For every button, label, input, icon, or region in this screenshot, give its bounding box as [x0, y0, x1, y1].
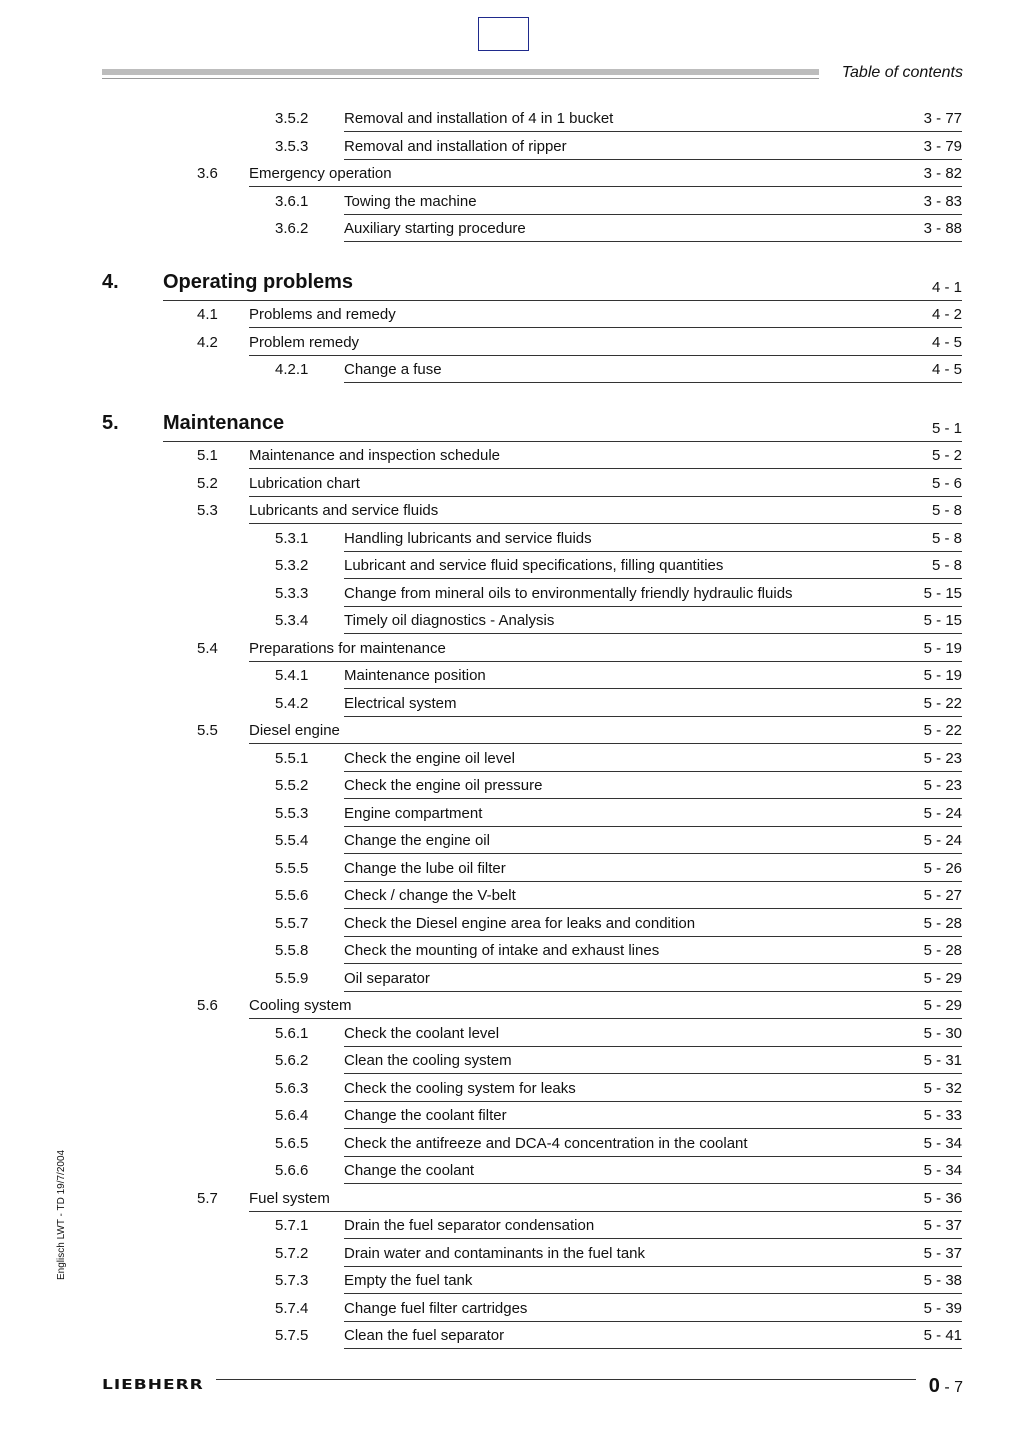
toc-row[interactable] — [0, 802, 1024, 826]
toc-title: Timely oil diagnostics - Analysis — [344, 612, 555, 629]
toc-page: 3 - 77 — [923, 110, 962, 127]
toc-number: 5. — [102, 411, 119, 434]
toc-underline — [344, 606, 962, 607]
toc-underline — [344, 771, 962, 772]
toc-underline — [344, 382, 962, 383]
toc-row[interactable] — [0, 1297, 1024, 1321]
toc-title: Check / change the V-belt — [344, 887, 516, 904]
toc-page: 5 - 28 — [923, 942, 962, 959]
toc-row[interactable] — [0, 719, 1024, 743]
toc-row[interactable] — [0, 554, 1024, 578]
toc-underline — [249, 186, 962, 187]
toc-page: 3 - 83 — [923, 192, 962, 210]
toc-number: 5.7.2 — [275, 1244, 309, 1262]
toc-row[interactable] — [0, 1022, 1024, 1046]
toc-page: 5 - 31 — [923, 1052, 962, 1069]
toc-page: 5 - 15 — [923, 612, 962, 629]
toc-number: 5.4.2 — [275, 694, 309, 712]
toc-underline — [344, 241, 962, 242]
toc-page: 5 - 34 — [923, 1134, 962, 1152]
toc-number: 5.4.1 — [275, 667, 309, 684]
toc-title: Electrical system — [344, 694, 457, 712]
toc-page: 5 - 15 — [923, 584, 962, 602]
footer-rule — [216, 1379, 916, 1380]
toc-number: 5.6 — [197, 997, 218, 1014]
toc-page: 5 - 32 — [923, 1079, 962, 1097]
toc-number: 5.4 — [197, 639, 218, 657]
toc-title: Change the coolant filter — [344, 1107, 507, 1124]
toc-number: 5.5.3 — [275, 804, 309, 822]
toc-page: 3 - 79 — [923, 137, 962, 155]
toc-page: 5 - 8 — [931, 529, 962, 547]
toc-page: 5 - 34 — [923, 1162, 962, 1179]
toc-page: 5 - 8 — [931, 557, 962, 574]
toc-title: Auxiliary starting procedure — [344, 220, 526, 237]
toc-page: 4 - 1 — [931, 278, 962, 296]
toc-title: Oil separator — [344, 969, 430, 987]
toc-row[interactable] — [0, 1159, 1024, 1183]
toc-title: Cooling system — [249, 997, 352, 1014]
toc-underline — [249, 327, 962, 328]
toc-underline — [344, 826, 962, 827]
toc-underline — [249, 1211, 962, 1212]
toc-title: Check the antifreeze and DCA-4 concentration in the coolant — [344, 1134, 748, 1152]
toc-row[interactable] — [0, 664, 1024, 688]
toc-row[interactable] — [0, 303, 1024, 327]
toc-title: Removal and installation of ripper — [344, 137, 567, 155]
toc-underline — [344, 853, 962, 854]
toc-row[interactable] — [0, 1187, 1024, 1211]
toc-page: 3 - 88 — [923, 220, 962, 237]
toc-underline — [344, 963, 962, 964]
toc-page: 5 - 36 — [923, 1189, 962, 1207]
toc-underline — [344, 1073, 962, 1074]
toc-page: 5 - 29 — [923, 997, 962, 1014]
toc-title: Towing the machine — [344, 192, 477, 210]
header-bar — [102, 69, 819, 75]
toc-row[interactable] — [0, 692, 1024, 716]
toc-page: 5 - 37 — [923, 1217, 962, 1234]
toc-number: 4. — [102, 270, 119, 293]
toc-row[interactable] — [0, 857, 1024, 881]
toc-number: 5.5.1 — [275, 749, 309, 767]
toc-page: 5 - 27 — [923, 887, 962, 904]
toc-underline — [344, 1156, 962, 1157]
toc-title: Maintenance — [163, 411, 285, 434]
toc-page: 5 - 1 — [931, 419, 962, 437]
toc-underline — [344, 1101, 962, 1102]
header-rule — [102, 78, 819, 79]
toc-row[interactable] — [0, 994, 1024, 1018]
toc-page: 5 - 22 — [923, 722, 962, 739]
toc-row[interactable] — [0, 331, 1024, 355]
toc-row[interactable] — [0, 1104, 1024, 1128]
toc-number: 3.6 — [197, 165, 218, 182]
toc-row[interactable] — [0, 912, 1024, 936]
toc-page: 4 - 5 — [931, 361, 962, 378]
toc-underline — [344, 1128, 962, 1129]
toc-number: 5.5.7 — [275, 914, 309, 932]
toc-number: 4.2 — [197, 333, 218, 351]
toc-page: 5 - 37 — [923, 1244, 962, 1262]
toc-underline — [249, 468, 962, 469]
toc-number: 5.1 — [197, 447, 218, 464]
toc-title: Check the Diesel engine area for leaks and condition — [344, 914, 696, 932]
toc-underline — [249, 743, 962, 744]
toc-number: 5.3 — [197, 502, 218, 519]
toc-underline — [344, 214, 962, 215]
toc-title: Change the lube oil filter — [344, 859, 506, 877]
toc-underline — [249, 1018, 962, 1019]
toc-page: 5 - 6 — [931, 474, 962, 492]
toc-title: Lubrication chart — [249, 474, 360, 492]
toc-row[interactable] — [0, 829, 1024, 853]
toc-number: 4.2.1 — [275, 361, 309, 378]
toc-number: 5.6.2 — [275, 1052, 309, 1069]
toc-title: Change the engine oil — [344, 832, 490, 849]
toc-title: Diesel engine — [249, 722, 340, 739]
toc-title: Operating problems — [163, 270, 354, 293]
toc-title: Check the engine oil level — [344, 749, 515, 767]
toc-row[interactable] — [0, 1324, 1024, 1348]
toc-number: 5.5.8 — [275, 942, 309, 959]
toc-underline — [344, 688, 962, 689]
toc-page: 5 - 2 — [931, 447, 962, 464]
toc-page: 5 - 29 — [923, 969, 962, 987]
toc-title: Problem remedy — [249, 333, 360, 351]
toc-row[interactable] — [0, 774, 1024, 798]
toc-number: 3.6.2 — [275, 220, 309, 237]
toc-underline — [163, 300, 962, 301]
toc-row[interactable] — [0, 1214, 1024, 1238]
toc-title: Empty the fuel tank — [344, 1272, 473, 1289]
toc-row[interactable] — [0, 444, 1024, 468]
toc-number: 5.7.3 — [275, 1272, 309, 1289]
toc-title: Change the coolant — [344, 1162, 475, 1179]
toc-title: Fuel system — [249, 1189, 330, 1207]
page-number-page: 7 — [954, 1379, 963, 1396]
toc-title: Lubricants and service fluids — [249, 502, 439, 519]
toc-row[interactable] — [0, 135, 1024, 159]
toc-underline — [344, 159, 962, 160]
toc-number: 5.7.5 — [275, 1327, 309, 1344]
toc-number: 5.7.1 — [275, 1217, 309, 1234]
toc-chapter-row[interactable] — [0, 270, 1024, 300]
page-number — [929, 1375, 963, 1398]
toc-number: 5.3.2 — [275, 557, 309, 574]
toc-underline — [344, 1321, 962, 1322]
toc-title: Handling lubricants and service fluids — [344, 529, 592, 547]
toc-underline — [163, 441, 962, 442]
toc-title: Check the coolant level — [344, 1024, 500, 1042]
toc-row[interactable] — [0, 358, 1024, 382]
toc-page: 5 - 22 — [923, 694, 962, 712]
toc-number: 5.6.4 — [275, 1107, 309, 1124]
toc-title: Lubricant and service fluid specifications, filling quantities — [344, 557, 724, 574]
toc-row[interactable] — [0, 967, 1024, 991]
toc-row[interactable] — [0, 1242, 1024, 1266]
toc-title: Clean the cooling system — [344, 1052, 512, 1069]
toc-number: 5.2 — [197, 474, 218, 492]
toc-title: Engine compartment — [344, 804, 483, 822]
toc-page: 5 - 24 — [923, 804, 962, 822]
toc-number: 5.5.9 — [275, 969, 309, 987]
toc-number: 5.5 — [197, 722, 218, 739]
toc-page: 5 - 23 — [923, 749, 962, 767]
toc-row[interactable] — [0, 107, 1024, 131]
toc-number: 3.6.1 — [275, 192, 309, 210]
toc-row[interactable] — [0, 939, 1024, 963]
toc-underline — [249, 355, 962, 356]
toc-page: 5 - 8 — [931, 502, 962, 519]
toc-underline — [249, 523, 962, 524]
toc-underline — [344, 936, 962, 937]
toc-underline — [344, 1348, 962, 1349]
side-note: Englisch LWT - TD 19/7/2004 — [56, 1149, 67, 1280]
toc-page: 5 - 38 — [923, 1272, 962, 1289]
toc-number: 3.5.3 — [275, 137, 309, 155]
toc-number: 5.7.4 — [275, 1299, 309, 1317]
toc-number: 5.5.4 — [275, 832, 309, 849]
toc-page: 5 - 39 — [923, 1299, 962, 1317]
toc-title: Check the engine oil pressure — [344, 777, 543, 794]
toc-title: Check the mounting of intake and exhaust lines — [344, 942, 660, 959]
toc-underline — [344, 131, 962, 132]
toc-page: 5 - 19 — [923, 667, 962, 684]
toc-title: Change fuel filter cartridges — [344, 1299, 528, 1317]
toc-page: 5 - 26 — [923, 859, 962, 877]
toc-title: Problems and remedy — [249, 306, 396, 323]
toc-row[interactable] — [0, 527, 1024, 551]
toc-row[interactable] — [0, 1269, 1024, 1293]
toc-row[interactable] — [0, 609, 1024, 633]
toc-row[interactable] — [0, 472, 1024, 496]
toc-title: Emergency operation — [249, 165, 392, 182]
toc-underline — [249, 661, 962, 662]
toc-row[interactable] — [0, 162, 1024, 186]
toc-row[interactable] — [0, 884, 1024, 908]
toc-number: 5.5.2 — [275, 777, 309, 794]
toc-underline — [344, 633, 962, 634]
toc-page: 5 - 33 — [923, 1107, 962, 1124]
toc-underline — [249, 496, 962, 497]
toc-underline — [344, 1266, 962, 1267]
toc-chapter-row[interactable] — [0, 411, 1024, 441]
toc-title: Clean the fuel separator — [344, 1327, 505, 1344]
toc-underline — [344, 1293, 962, 1294]
toc-page: 5 - 30 — [923, 1024, 962, 1042]
toc-underline — [344, 991, 962, 992]
toc-number: 5.3.3 — [275, 584, 309, 602]
toc-title: Change a fuse — [344, 361, 442, 378]
toc-page: 5 - 28 — [923, 914, 962, 932]
toc-title: Check the cooling system for leaks — [344, 1079, 576, 1097]
toc-underline — [344, 908, 962, 909]
page-marker-box — [478, 17, 529, 51]
toc-underline — [344, 1238, 962, 1239]
toc-number: 5.6.3 — [275, 1079, 309, 1097]
toc-underline — [344, 881, 962, 882]
toc-number: 5.3.1 — [275, 529, 309, 547]
toc-underline — [344, 551, 962, 552]
toc-title: Drain the fuel separator condensation — [344, 1217, 595, 1234]
toc-title: Maintenance and inspection schedule — [249, 447, 501, 464]
toc-underline — [344, 798, 962, 799]
toc-row[interactable] — [0, 217, 1024, 241]
toc-number: 4.1 — [197, 306, 218, 323]
toc-title: Preparations for maintenance — [249, 639, 446, 657]
toc-row[interactable] — [0, 190, 1024, 214]
toc-row[interactable] — [0, 1049, 1024, 1073]
page-title: Table of contents — [841, 64, 963, 81]
toc-page: 5 - 19 — [923, 639, 962, 657]
toc-row[interactable] — [0, 637, 1024, 661]
toc-row[interactable] — [0, 499, 1024, 523]
toc-number: 5.5.5 — [275, 859, 309, 877]
toc-title: Removal and installation of 4 in 1 bucket — [344, 110, 614, 127]
toc-row[interactable] — [0, 747, 1024, 771]
toc-number: 5.6.6 — [275, 1162, 309, 1179]
toc-row[interactable] — [0, 582, 1024, 606]
toc-number: 5.7 — [197, 1189, 218, 1207]
toc-title: Drain water and contaminants in the fuel tank — [344, 1244, 646, 1262]
toc-underline — [344, 1046, 962, 1047]
toc-page: 4 - 2 — [931, 306, 962, 323]
brand-logo: LIEBHERR — [102, 1377, 204, 1393]
toc-page: 5 - 24 — [923, 832, 962, 849]
toc-number: 3.5.2 — [275, 110, 309, 127]
toc-title: Change from mineral oils to environmentally friendly hydraulic fluids — [344, 584, 793, 602]
page-number-chapter: 0 — [928, 1375, 940, 1397]
page-number-separator: - — [939, 1379, 955, 1396]
toc-page: 5 - 41 — [923, 1327, 962, 1344]
toc-underline — [344, 578, 962, 579]
toc-row[interactable] — [0, 1132, 1024, 1156]
toc-page: 5 - 23 — [923, 777, 962, 794]
toc-number: 5.3.4 — [275, 612, 309, 629]
toc-number: 5.6.5 — [275, 1134, 309, 1152]
toc-underline — [344, 716, 962, 717]
toc-row[interactable] — [0, 1077, 1024, 1101]
toc-number: 5.5.6 — [275, 887, 309, 904]
toc-underline — [344, 1183, 962, 1184]
toc-title: Maintenance position — [344, 667, 486, 684]
toc-page: 4 - 5 — [931, 333, 962, 351]
toc-number: 5.6.1 — [275, 1024, 309, 1042]
toc-page: 3 - 82 — [923, 165, 962, 182]
